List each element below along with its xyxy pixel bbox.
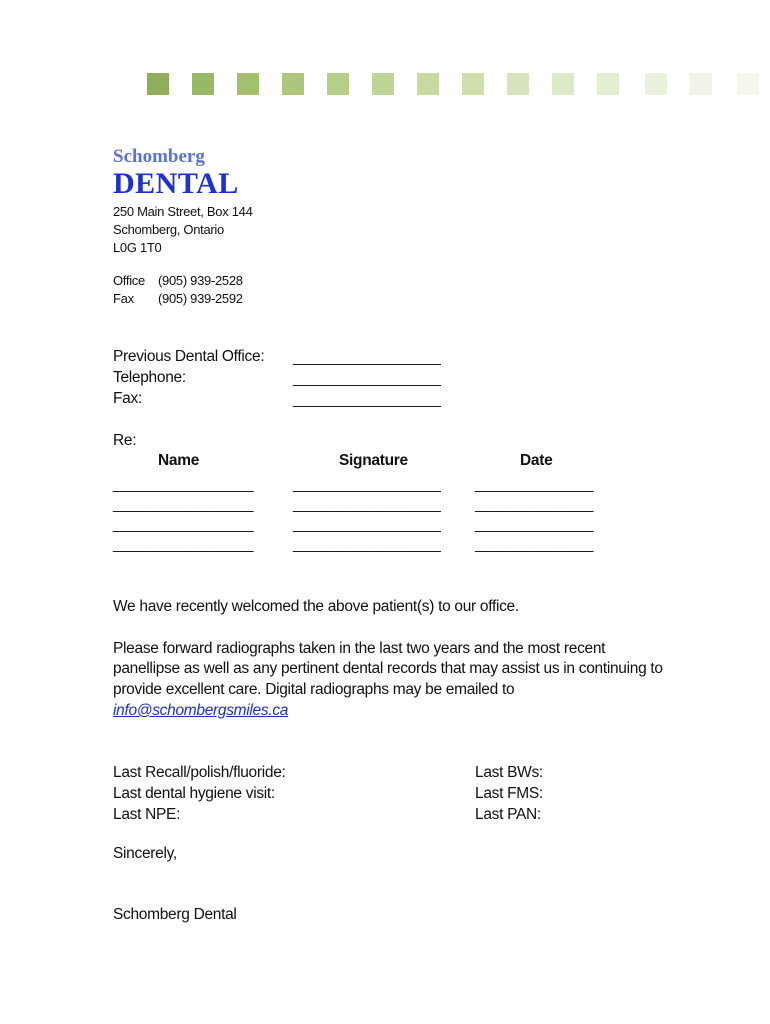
square-8 bbox=[462, 73, 484, 95]
signature-header: Signature bbox=[339, 452, 408, 469]
square-10 bbox=[552, 73, 574, 95]
previous-office-blank[interactable]: ____________________ bbox=[293, 349, 440, 366]
brand-title: DENTAL bbox=[113, 167, 239, 200]
patient-name-blank[interactable]: ___________________ bbox=[113, 516, 253, 533]
square-9 bbox=[507, 73, 529, 95]
name-header: Name bbox=[158, 452, 200, 469]
patient-date-blank[interactable]: ________________ bbox=[475, 536, 593, 553]
square-6 bbox=[372, 73, 394, 95]
last-hygiene-visit-label: Last dental hygiene visit: bbox=[113, 785, 275, 802]
date-header: Date bbox=[520, 452, 553, 469]
address-street: 250 Main Street, Box 144 bbox=[113, 204, 253, 219]
previous-fax-label: Fax: bbox=[113, 390, 142, 407]
fax-number: (905) 939-2592 bbox=[158, 291, 243, 306]
patient-name-blank[interactable]: ___________________ bbox=[113, 476, 253, 493]
previous-office-label: Previous Dental Office: bbox=[113, 348, 265, 365]
request-text-line: panellipse as well as any pertinent dental records that may assist us in continuing to bbox=[113, 660, 663, 677]
square-2 bbox=[192, 73, 214, 95]
fax-row bbox=[113, 291, 243, 306]
square-12 bbox=[645, 73, 667, 95]
patient-date-blank[interactable]: ________________ bbox=[475, 476, 593, 493]
office-label: Office bbox=[113, 273, 145, 288]
closing-signature: Schomberg Dental bbox=[113, 906, 237, 923]
patient-signature-blank[interactable]: ____________________ bbox=[293, 476, 440, 493]
last-fms-label: Last FMS: bbox=[475, 785, 543, 802]
patient-signature-blank[interactable]: ____________________ bbox=[293, 516, 440, 533]
welcome-text: We have recently welcomed the above patient(s) to our office. bbox=[113, 598, 519, 615]
request-text-line: provide excellent care. Digital radiographs may be emailed to bbox=[113, 681, 515, 698]
office-number: (905) 939-2528 bbox=[158, 273, 243, 288]
previous-fax-blank[interactable]: ____________________ bbox=[293, 391, 440, 408]
last-recall-label: Last Recall/polish/fluoride: bbox=[113, 764, 286, 781]
email-link[interactable]: info@schombergsmiles.ca bbox=[113, 702, 289, 719]
patient-date-blank[interactable]: ________________ bbox=[475, 496, 593, 513]
square-4 bbox=[282, 73, 304, 95]
square-13 bbox=[690, 73, 712, 95]
last-npe-label: Last NPE: bbox=[113, 806, 181, 823]
closing-sincerely: Sincerely, bbox=[113, 845, 177, 862]
patient-date-blank[interactable]: ________________ bbox=[475, 516, 593, 533]
fax-label: Fax bbox=[113, 291, 134, 306]
request-text-line: Please forward radiographs taken in the last two years and the most recent bbox=[113, 640, 606, 657]
patient-name-blank[interactable]: ___________________ bbox=[113, 536, 253, 553]
previous-telephone-label: Telephone: bbox=[113, 369, 186, 386]
square-14 bbox=[737, 73, 759, 95]
re-label: Re: bbox=[113, 432, 137, 449]
patient-signature-blank[interactable]: ____________________ bbox=[293, 536, 440, 553]
office-phone-row bbox=[113, 273, 243, 288]
square-11 bbox=[597, 73, 619, 95]
patient-signature-blank[interactable]: ____________________ bbox=[293, 496, 440, 513]
square-3 bbox=[237, 73, 259, 95]
square-1 bbox=[147, 73, 169, 95]
patient-name-blank[interactable]: ___________________ bbox=[113, 496, 253, 513]
last-bws-label: Last BWs: bbox=[475, 764, 543, 781]
header-squares bbox=[0, 73, 770, 97]
square-5 bbox=[327, 73, 349, 95]
previous-telephone-blank[interactable]: ____________________ bbox=[293, 370, 440, 387]
address-postal: L0G 1T0 bbox=[113, 240, 162, 255]
last-pan-label: Last PAN: bbox=[475, 806, 541, 823]
square-7 bbox=[417, 73, 439, 95]
address-city: Schomberg, Ontario bbox=[113, 222, 224, 237]
brand-name: Schomberg bbox=[113, 146, 205, 167]
